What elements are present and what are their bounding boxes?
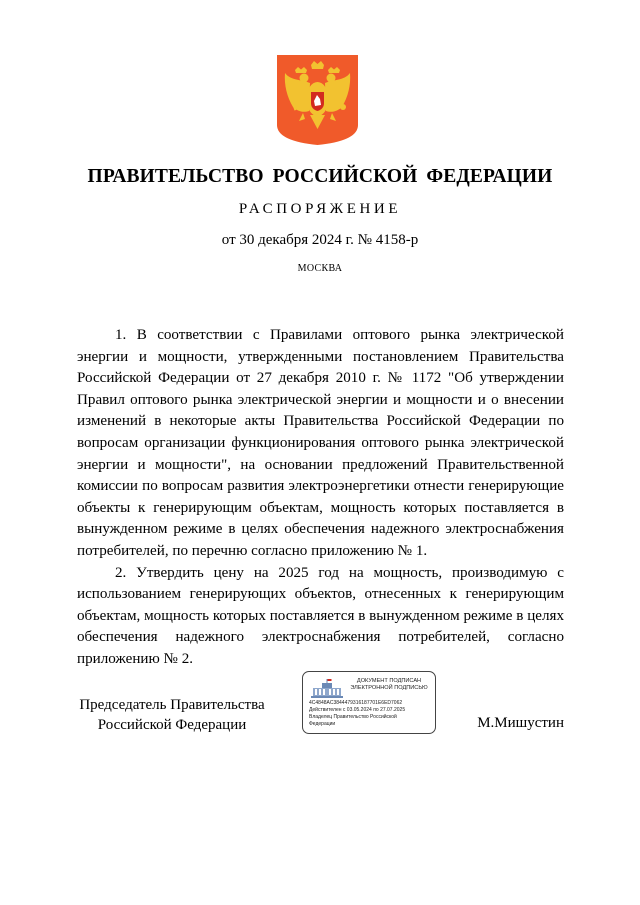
government-title: ПРАВИТЕЛЬСТВО РОССИЙСКОЙ ФЕДЕРАЦИИ	[87, 166, 553, 187]
paragraph-2: 2. Утвердить цену на 2025 год на мощность, производимую с использованием генерирующих объектов, отнесенных к генерирующим объектам, мощность которых поставляется в вынужденном режиме в целях обеспечения надежного электроснабжения потребителей, согласно приложению № 2.	[77, 564, 564, 667]
stamp-owner-line2: Федерации	[309, 721, 336, 727]
document-type: РАСПОРЯЖЕНИЕ	[238, 201, 402, 217]
stamp-validity: Действителен с 03.05.2024 по 27.07.2025	[309, 707, 406, 713]
paragraph-1: 1. В соответствии с Правилами оптового рынка электрической энергии и мощности, утвержденными постановлением Правительства Российской Федерации от 27 декабря 2010 г. № 1172 "Об утверждении Правил оптового рынка электрической энергии и мощности и о внесении изменений в некоторые акты Правительства Российской Федерации по вопросам организации функционирования оптового рынка электрической энергии и мощности", на основании предложений Правительственной комиссии по вопросам развития электроэнергетики отнести генерирующие объекты к генерирующим объектам, мощность которых поставляется в вынужденном режиме в целях обеспечения надежного электроснабжения потребителей, по перечню согласно приложению № 1.	[77, 327, 564, 559]
stamp-owner-line1: Владелец Правительство Российской	[309, 714, 397, 720]
document-date-number: от 30 декабря 2024 г. № 4158-р	[221, 232, 419, 248]
stamp-title-line1: ДОКУМЕНТ ПОДПИСАН	[356, 678, 422, 684]
document-body	[77, 325, 564, 671]
document-city: МОСКВА	[297, 263, 343, 274]
government-building-icon	[309, 679, 345, 699]
signatory-position-line2: Российской Федерации	[97, 717, 247, 733]
electronic-signature-stamp	[302, 671, 436, 734]
stamp-serial: 4C4848AC3844479316187701E6ED7062	[309, 700, 403, 706]
stamp-title	[345, 678, 433, 693]
signatory-position	[77, 695, 267, 735]
coat-of-arms-icon	[277, 55, 358, 145]
stamp-details	[309, 700, 405, 728]
signatory-name: М.Мишустин	[477, 715, 564, 731]
stamp-title-line2: ЭЛЕКТРОННОЙ ПОДПИСЬЮ	[350, 685, 428, 692]
signatory-position-line1: Председатель Правительства	[79, 697, 265, 713]
coat-of-arms-emblem	[277, 55, 358, 145]
